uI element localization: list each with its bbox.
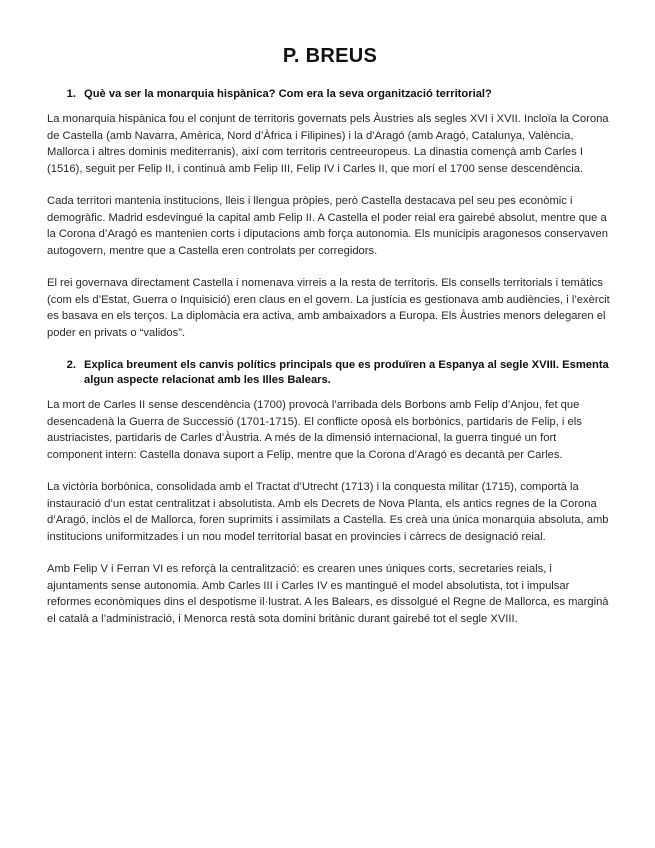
section-2 [47,358,613,627]
question-text: Explica breument els canvis polítics principals que es produïren a Espanya al segle XVIII. Esmenta algun aspecte relacionat amb les Illes Balears. [84,359,609,386]
question-number: 1. [66,88,76,100]
question-1 [47,87,613,102]
answer-paragraph: La monarquia hispànica fou el conjunt de territoris governats pels Àustries als segles XVI i XVII. Incloïa la Corona de Castella (amb Navarra, Amèrica, Nord d’Àfrica i Filipines) i la d’Aragó (amb Aragó, Catalunya, València, Mallorca i altres dominis mediterranis), així com territoris centreeuropeus. La dinastia començà amb Carles I (1516), seguit per Felip II, i continuà amb Felip III, Felip IV i Carles II, que morí el 1700 sense descendència. [47,113,609,175]
page-title: P. BREUS [282,45,378,67]
answer-paragraph: La victòria borbònica, consolidada amb el Tractat d’Utrecht (1713) i la conquesta militar (1715), comportà la instauració d’un estat centralitzat i absolutista. Amb els Decrets de Nova Planta, els antics regnes de la Corona d’Aragó, inclòs el de Mallorca, foren suprimits i assimilats a Castella. Es creà una única monarquia absoluta, amb institucions uniformitzades i un nou model territorial basat en provincies i càrrecs de designació reial. [47,481,609,543]
question-number: 2. [66,359,76,371]
answer-paragraph: El rei governava directament Castella i nomenava virreis a la resta de territoris. Els consells territorials i temàtics (com els d’Estat, Guerra o Inquisició) eren claus en el govern. La justícia es gestionava amb audiències, i l’exèrcit es basava en els terços. La diplomàcia era activa, amb ambaixadors a Europa. Els Àustries menors delegaren el poder en privats o “validos”. [47,277,610,339]
section-1 [47,87,613,341]
question-2 [47,358,613,388]
question-text: Què va ser la monarquia hispànica? Com era la seva organització territorial? [84,88,492,100]
answer-paragraph: La mort de Carles II sense descendència (1700) provocà l’arribada dels Borbons amb Felip d’Anjou, fet que desencadenà la Guerra de Successió (1701-1715). El conflicte oposà els borbònics, partidaris de Felip, i els austriacistes, partidaris de Carles d’Àustria. A més de la dimensió internacional, la guerra tingué un fort component intern: Castella donava suport a Felip, mentre que la Corona d’Aragó es decantà per Carles. [47,399,582,461]
answer-paragraph: Cada territori mantenia institucions, lleis i llengua pròpies, però Castella destacava pel seu pes econòmic i demogràfic. Madrid esdevingué la capital amb Felip II. A Castella el poder reial era gairebé absolut, mentre que a la Corona d’Aragó es mantenien corts i diputacions amb força autonomia. Els municipis aragonesos conservaven autogovern, mentre que a Castella eren controlats per corregidors. [47,195,608,257]
answer-paragraph: Amb Felip V i Ferran VI es reforçà la centralització: es crearen unes úniques corts, secretaries reials, i ajuntaments sense autonomia. Amb Carles III i Carles IV es mantingué el model absolutista, tot i impulsar reformes econòmiques dins el despotisme il·lustrat. A les Balears, es dissolgué el Regne de Mallorca, es marginà el català a l’administració, i Menorca restà sota domini britànic durant gairebé tot el segle XVIII. [47,563,609,625]
